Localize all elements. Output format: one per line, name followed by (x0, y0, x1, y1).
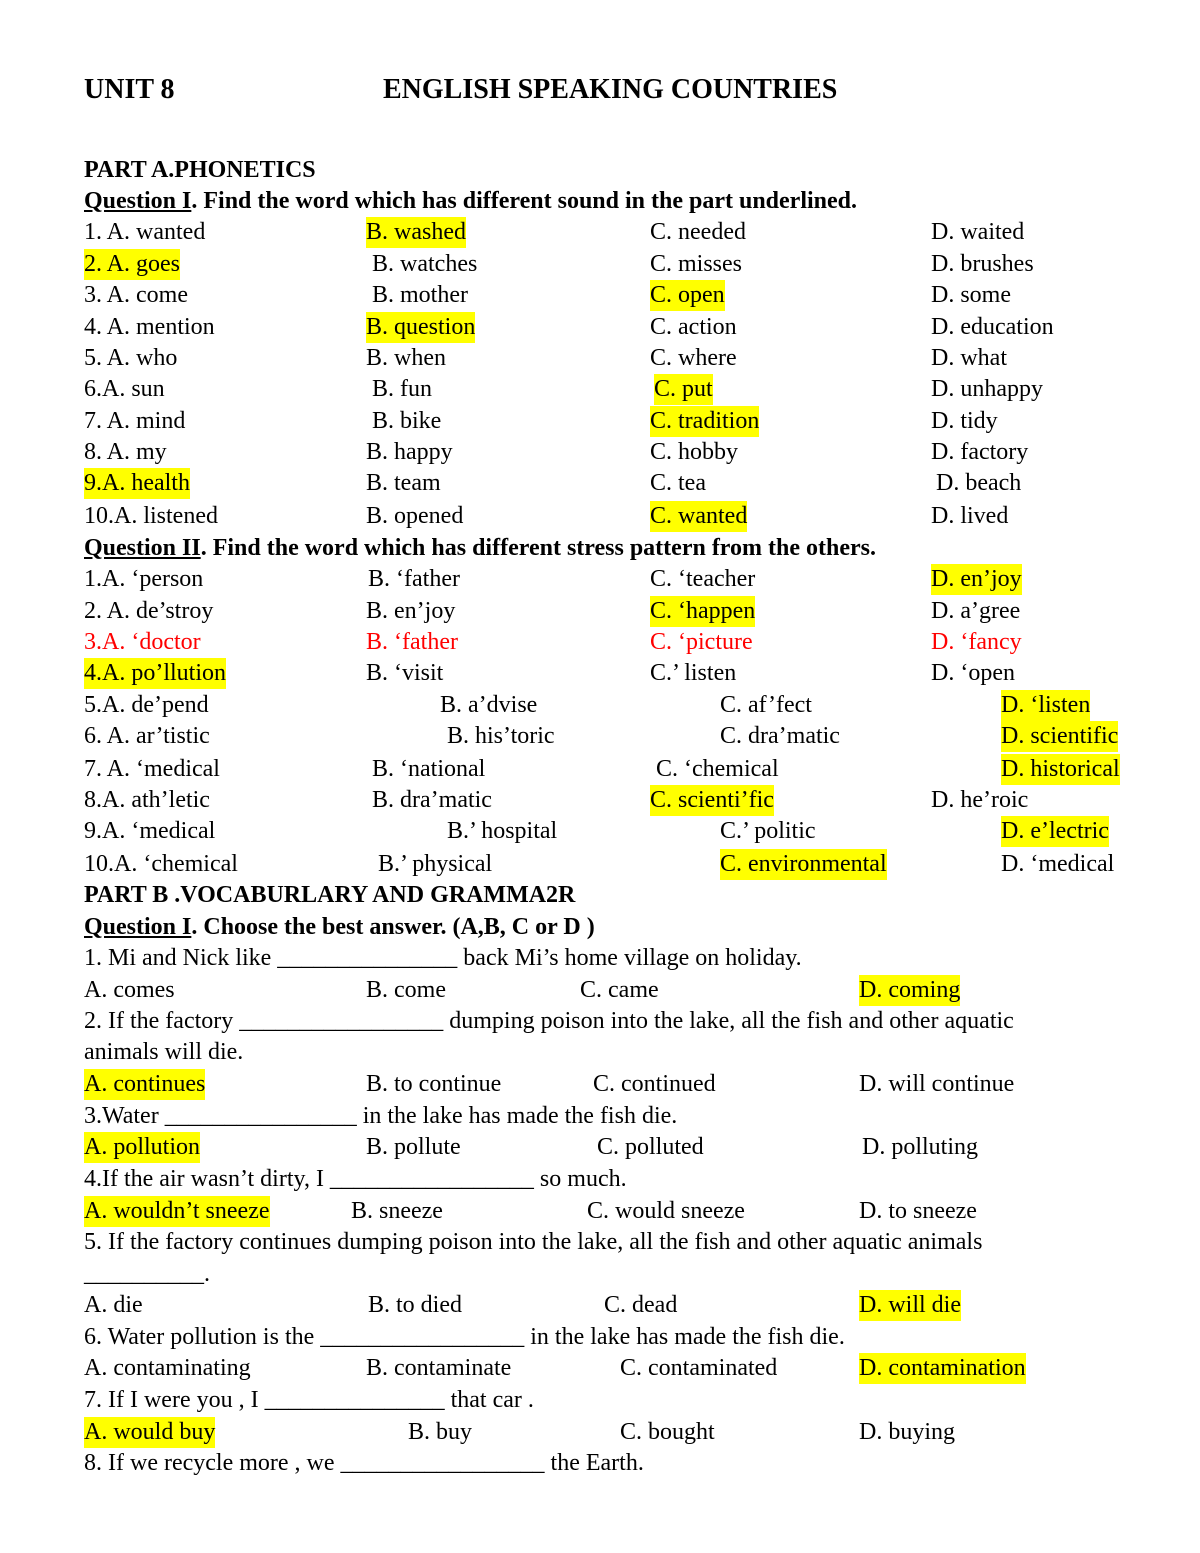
part-a-heading (0, 155, 1200, 186)
option-d: D. ‘medical (1001, 851, 1115, 877)
option-c: C. action (650, 314, 737, 340)
phonetics-row (0, 406, 1200, 437)
phonetics-row (0, 343, 1200, 374)
option-a: 1.A. ‘person (84, 566, 204, 592)
option-b: B. mother (372, 282, 468, 308)
option-a-answer: 4.A. po’llution (84, 658, 226, 689)
option-a: 7. A. mind (84, 408, 186, 434)
option-c-answer: C. open (650, 280, 725, 311)
option-a: A. contaminating (84, 1355, 251, 1381)
option-b: B. when (366, 345, 446, 371)
option-b: B. opened (366, 503, 464, 529)
part-b-question-1-prompt (0, 912, 1200, 943)
option-c: C. af’fect (720, 692, 812, 718)
option-a: 3.A. ‘doctor (84, 629, 201, 655)
option-a: 5.A. de’pend (84, 692, 209, 718)
option-c: C. hobby (650, 439, 739, 465)
part-a-q2-label: Question II (84, 535, 201, 561)
option-b: B. to continue (366, 1071, 502, 1097)
option-a: 10.A. listened (84, 503, 218, 529)
option-b: B. sneeze (351, 1198, 443, 1224)
option-c: C.’ listen (650, 660, 737, 686)
option-a: A. die (84, 1292, 143, 1318)
option-d: D. what (931, 345, 1007, 371)
part-a-question-2-prompt (0, 533, 1200, 564)
option-c: C.’ politic (720, 818, 816, 844)
question-text-continued (0, 1037, 1200, 1068)
answer-options (0, 1196, 1200, 1227)
option-a-answer: A. wouldn’t sneeze (84, 1196, 270, 1227)
question-text (0, 1385, 1200, 1416)
option-a: 7. A. ‘medical (84, 756, 220, 782)
option-c: C. where (650, 345, 737, 371)
option-a-answer: 2. A. goes (84, 249, 180, 280)
header (0, 72, 1200, 108)
option-c: C. needed (650, 219, 746, 245)
question-3-text: 3.Water ________________ in the lake has made the fish die. (84, 1103, 678, 1129)
option-b-answer: B. question (366, 312, 475, 343)
option-d-answer: D. en’joy (931, 564, 1022, 595)
question-2-text: 2. If the factory _________________ dumping poison into the lake, all the fish and other aquatic (84, 1008, 1014, 1034)
option-a: 2. A. de’stroy (84, 598, 214, 624)
option-c-answer: C. wanted (650, 501, 747, 532)
phonetics-row (0, 312, 1200, 343)
option-b: B. buy (408, 1419, 473, 1445)
phonetics-row (0, 280, 1200, 311)
question-text (0, 1164, 1200, 1195)
option-d-answer: D. historical (1001, 754, 1120, 785)
option-a: 6. A. ar’tistic (84, 723, 210, 749)
part-a-question-1-prompt (0, 186, 1200, 217)
option-b: B. ‘national (372, 756, 486, 782)
option-d: D. beach (936, 470, 1022, 496)
part-a-q1-label: Question I (84, 188, 192, 214)
option-c: C. dead (604, 1292, 678, 1318)
question-text (0, 1006, 1200, 1037)
option-b: B.’ hospital (447, 818, 558, 844)
phonetics-row (0, 501, 1200, 532)
part-a-q1-instruction: . Find the word which has different sound in the part underlined. (191, 188, 858, 214)
question-1-text: 1. Mi and Nick like _______________ back Mi’s home village on holiday. (84, 945, 802, 971)
option-a: 10.A. ‘chemical (84, 851, 238, 877)
answer-options (0, 1417, 1200, 1448)
option-d-answer: D. e’lectric (1001, 816, 1109, 847)
question-2-text-line-2: animals will die. (84, 1039, 244, 1065)
answer-options (0, 975, 1200, 1006)
stress-row (0, 690, 1200, 721)
part-a-q1-prompt-text (84, 186, 857, 217)
option-c: C. continued (593, 1071, 716, 1097)
option-d: D. polluting (862, 1134, 979, 1160)
stress-row (0, 754, 1200, 785)
option-a: 1. A. wanted (84, 219, 206, 245)
stress-row (0, 627, 1200, 658)
question-6-text: 6. Water pollution is the _________________ in the lake has made the fish die. (84, 1324, 845, 1350)
option-c: C. tea (650, 470, 706, 496)
part-b-heading-text: PART B .VOCABURLARY AND GRAMMA2R (84, 882, 576, 908)
option-a-answer: A. continues (84, 1069, 205, 1100)
stress-row (0, 816, 1200, 847)
phonetics-row (0, 217, 1200, 248)
option-c-answer: C. put (654, 374, 713, 405)
option-a: 4. A. mention (84, 314, 215, 340)
option-d: D. waited (931, 219, 1025, 245)
phonetics-row (0, 437, 1200, 468)
option-d: D. factory (931, 439, 1029, 465)
option-b: B. happy (366, 439, 453, 465)
option-b: B. a’dvise (440, 692, 538, 718)
answer-options (0, 1132, 1200, 1163)
option-d-answer: D. ‘listen (1001, 690, 1090, 721)
question-4-text: 4.If the air wasn’t dirty, I _________________ so much. (84, 1166, 627, 1192)
option-d: D. a’gree (931, 598, 1021, 624)
answer-options (0, 1069, 1200, 1100)
option-b: B. pollute (366, 1134, 461, 1160)
option-c: C. would sneeze (587, 1198, 745, 1224)
option-d-answer: D. contamination (859, 1353, 1026, 1384)
option-a: 3. A. come (84, 282, 188, 308)
stress-row (0, 849, 1200, 880)
option-a: A. comes (84, 977, 175, 1003)
option-a: 9.A. ‘medical (84, 818, 216, 844)
option-a-answer: A. pollution (84, 1132, 200, 1163)
option-d: D. he’roic (931, 787, 1029, 813)
option-a-answer: A. would buy (84, 1417, 215, 1448)
option-c: C. misses (650, 251, 743, 277)
answer-options (0, 1353, 1200, 1384)
option-d-answer: D. will die (859, 1290, 961, 1321)
question-text (0, 943, 1200, 974)
option-a: 8. A. my (84, 439, 167, 465)
question-5-text-line-2: __________. (84, 1261, 210, 1287)
option-d: D. ‘open (931, 660, 1015, 686)
option-c: C. ‘teacher (650, 566, 756, 592)
part-a-heading-text: PART A.PHONETICS (84, 157, 316, 183)
option-d: D. education (931, 314, 1054, 340)
option-c: C. contaminated (620, 1355, 778, 1381)
option-b: B. ‘visit (366, 660, 444, 686)
phonetics-row (0, 374, 1200, 405)
unit-label: UNIT 8 (84, 74, 175, 105)
part-b-q1-label: Question I (84, 914, 192, 940)
option-b: B. en’joy (366, 598, 456, 624)
option-d: D. buying (859, 1419, 955, 1445)
option-d: D. tidy (931, 408, 998, 434)
question-text (0, 1448, 1200, 1479)
stress-row (0, 785, 1200, 816)
question-text (0, 1227, 1200, 1258)
option-d: D. to sneeze (859, 1198, 977, 1224)
option-b: B. dra’matic (372, 787, 492, 813)
option-c: C. ‘chemical (656, 756, 779, 782)
option-d-answer: D. scientific (1001, 721, 1118, 752)
question-text-continued (0, 1259, 1200, 1290)
option-d: D. ‘fancy (931, 629, 1022, 655)
option-b: B. to died (368, 1292, 462, 1318)
phonetics-row (0, 249, 1200, 280)
option-c-answer: C. environmental (720, 849, 887, 880)
option-d: D. brushes (931, 251, 1034, 277)
option-c: C. dra’matic (720, 723, 840, 749)
option-c: C. bought (620, 1419, 715, 1445)
stress-row (0, 721, 1200, 752)
answer-options (0, 1290, 1200, 1321)
option-b: B. contaminate (366, 1355, 512, 1381)
option-a: 8.A. ath’letic (84, 787, 210, 813)
option-b: B. fun (372, 376, 432, 402)
option-b: B. ‘father (366, 629, 458, 655)
option-a-answer: 9.A. health (84, 468, 190, 499)
option-b: B. his’toric (447, 723, 555, 749)
option-a: 5. A. who (84, 345, 178, 371)
option-b: B. come (366, 977, 446, 1003)
page-title: ENGLISH SPEAKING COUNTRIES (383, 74, 838, 105)
question-5-text: 5. If the factory continues dumping poison into the lake, all the fish and other aquatic animals (84, 1229, 983, 1255)
stress-row (0, 596, 1200, 627)
question-text (0, 1101, 1200, 1132)
question-7-text: 7. If I were you , I _______________ that car . (84, 1387, 534, 1413)
part-a-q2-prompt-text (84, 533, 876, 564)
phonetics-row (0, 468, 1200, 499)
part-b-q1-prompt-text (84, 912, 595, 943)
stress-row (0, 658, 1200, 689)
part-b-heading (0, 880, 1200, 911)
option-d: D. will continue (859, 1071, 1015, 1097)
option-b: B. ‘father (368, 566, 460, 592)
option-c: C. polluted (597, 1134, 704, 1160)
stress-row (0, 564, 1200, 595)
option-b: B. team (366, 470, 441, 496)
option-c-answer: C. ‘happen (650, 596, 755, 627)
option-d-answer: D. coming (859, 975, 960, 1006)
question-8-text: 8. If we recycle more , we _________________ the Earth. (84, 1450, 644, 1476)
option-c: C. ‘picture (650, 629, 753, 655)
option-a: 6.A. sun (84, 376, 165, 402)
option-b: B.’ physical (378, 851, 493, 877)
option-c-answer: C. tradition (650, 406, 759, 437)
option-c: C. came (580, 977, 659, 1003)
part-a-q2-instruction: . Find the word which has different stress pattern from the others. (200, 535, 876, 561)
option-d: D. unhappy (931, 376, 1043, 402)
part-b-q1-instruction: . Choose the best answer. (A,B, C or D ) (191, 914, 595, 940)
option-b: B. bike (372, 408, 442, 434)
option-b-answer: B. washed (366, 217, 466, 248)
option-d: D. lived (931, 503, 1009, 529)
option-d: D. some (931, 282, 1011, 308)
question-text (0, 1322, 1200, 1353)
option-c-answer: C. scienti’fic (650, 785, 774, 816)
option-b: B. watches (372, 251, 478, 277)
